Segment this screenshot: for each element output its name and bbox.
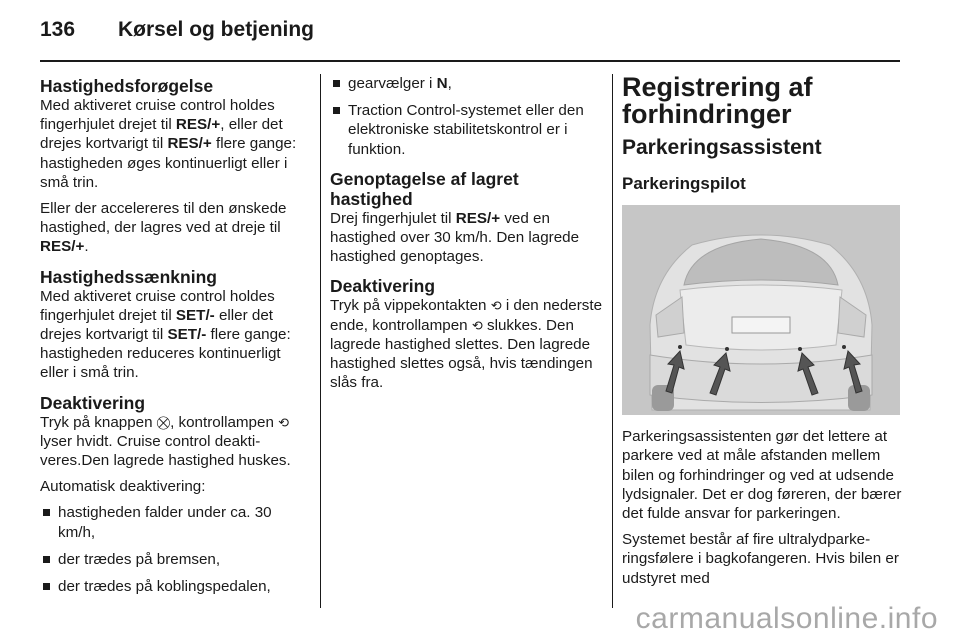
cruise-cancel-icon: ⛒ xyxy=(156,414,171,430)
paragraph: Med aktiveret cruise control holdes fingerhjulet drejet til RES/+, eller det drejes kortvarigt til RES/+ flere gange: hastigheden øges kontinuerligt eller i små trin. xyxy=(40,97,297,191)
section-speed-decrease xyxy=(40,267,306,383)
bullet-list xyxy=(40,503,306,596)
list-item: Traction Control-systemet eller den elektroniske stabilitetskontrol er i funktion. xyxy=(330,101,606,159)
car-rear-parking-sensors-illustration xyxy=(622,205,900,415)
list-item: hastigheden falder under ca. 30 km/h, xyxy=(40,503,306,541)
section-heading: Hastighedssænkning xyxy=(40,266,217,287)
header-rule xyxy=(40,60,900,62)
watermark: carmanualsonline.info xyxy=(635,602,938,635)
cruise-indicator-icon: ⟲ xyxy=(278,414,290,430)
column-divider-1 xyxy=(320,74,321,608)
topic-heading: Parkeringspilot xyxy=(622,174,746,193)
chapter-heading: Registrering af forhindringer xyxy=(622,72,813,129)
bullet-list xyxy=(330,74,606,159)
cruise-indicator-icon: ⟲ xyxy=(471,317,483,333)
paragraph: Parkeringsassistenten gør det lettere at parkere ved at måle afstanden mellem bilen og forhindringer og ved at udsende lydsignaler. Det er dog føreren, der bærer det fulde ansvar for parkeringen. xyxy=(622,428,902,523)
list-item: der trædes på bremsen, xyxy=(40,550,306,569)
page-header xyxy=(40,18,314,48)
section-speed-increase xyxy=(40,76,306,257)
section-heading: Deaktivering xyxy=(330,276,436,297)
paragraph: Eller der accelereres til den ønskede hastighed, der lagres ved at dreje til RES/+. xyxy=(40,200,287,256)
column-3 xyxy=(622,74,902,595)
column-1 xyxy=(40,74,306,604)
section-heading: Hastighedsforøgelse xyxy=(40,76,214,96)
column-2 xyxy=(330,74,606,399)
section-heading: Deaktivering xyxy=(40,392,146,413)
cruise-indicator-icon: ⟲ xyxy=(490,298,502,314)
list-item: gearvælger i N, xyxy=(330,74,606,93)
paragraph: Automatisk deaktivering: xyxy=(40,478,206,496)
column-divider-2 xyxy=(612,74,613,608)
paragraph: Med aktiveret cruise control holdes fingerhjulet drejet til SET/- eller det drejes kortvarigt til SET/- flere gange: hastigheden reduceres kontinuerligt eller i små trin. xyxy=(40,287,291,382)
section-deactivation xyxy=(40,393,306,597)
section-resume-speed xyxy=(330,169,606,267)
list-item: der trædes på koblingspedalen, xyxy=(40,577,306,596)
paragraph: Systemet består af fire ultralydparkeringsfølere i bagkofangeren. Hvis bilen er udstyret med xyxy=(622,531,899,587)
subchapter-heading: Parkeringsassistent xyxy=(622,136,822,159)
paragraph: Drej fingerhjulet til RES/+ ved en hastighed over 30 km/h. Den lagrede hastighed genoptages. xyxy=(330,209,580,266)
section-heading: Genoptagelse af lagret hastighed xyxy=(330,168,519,209)
page-title: Kørsel og betjening xyxy=(118,18,315,41)
paragraph: Tryk på knappen ⛒, kontrollampen ⟲ lyser hvidt. Cruise control deaktiveres.Den lagrede hastighed huskes. xyxy=(40,413,291,470)
paragraph: Tryk på vippekontakten ⟲ i den nederste ende, kontrollampen ⟲ slukkes. Den lagrede hastighed slettes. Den lagrede hastighed slettes også, hvis tændingen slås fra. xyxy=(330,297,603,392)
section-deactivation-2 xyxy=(330,276,606,392)
page-number: 136 xyxy=(40,18,76,41)
